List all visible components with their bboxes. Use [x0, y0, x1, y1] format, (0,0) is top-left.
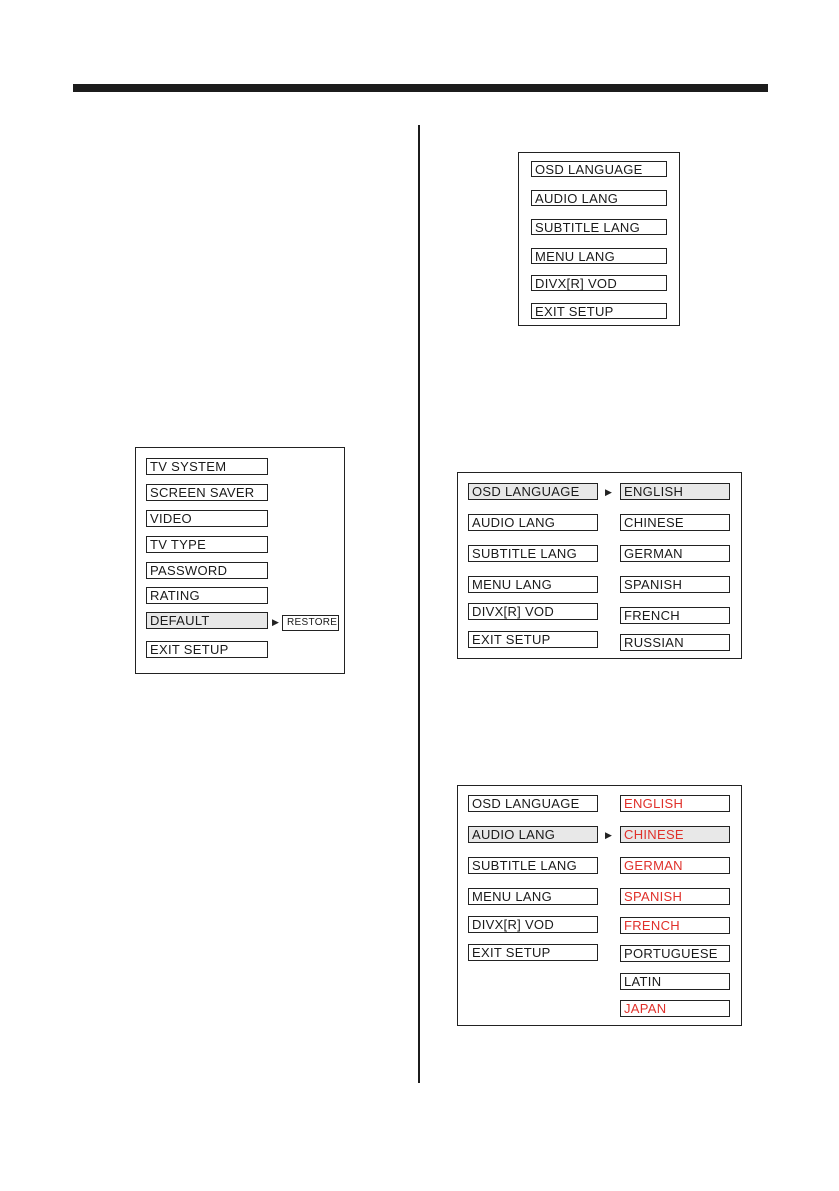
menu-item-osd-language[interactable]: OSD LANGUAGE [468, 795, 598, 812]
menu-item-exit-setup[interactable]: EXIT SETUP [531, 303, 667, 319]
menu-item-tv-type[interactable]: TV TYPE [146, 536, 268, 553]
option-portuguese[interactable]: PORTUGUESE [620, 945, 730, 962]
option-russian[interactable]: RUSSIAN [620, 634, 730, 651]
system-setup-menu [135, 447, 345, 674]
menu-item-tv-system[interactable]: TV SYSTEM [146, 458, 268, 475]
option-french[interactable]: FRENCH [620, 917, 730, 934]
menu-item-divx-vod[interactable]: DIVX[R] VOD [531, 275, 667, 291]
menu-item-subtitle-lang[interactable]: SUBTITLE LANG [531, 219, 667, 235]
option-latin[interactable]: LATIN [620, 973, 730, 990]
header-rule [73, 84, 768, 92]
restore-option[interactable]: RESTORE [282, 615, 339, 631]
option-chinese[interactable]: CHINESE [620, 826, 730, 843]
menu-item-subtitle-lang[interactable]: SUBTITLE LANG [468, 545, 598, 562]
menu-item-audio-lang[interactable]: AUDIO LANG [468, 514, 598, 531]
menu-item-rating[interactable]: RATING [146, 587, 268, 604]
arrow-right-icon: ▶ [605, 487, 612, 497]
audio-language-menu [457, 785, 742, 1026]
menu-item-divx-vod[interactable]: DIVX[R] VOD [468, 916, 598, 933]
menu-item-divx-vod[interactable]: DIVX[R] VOD [468, 603, 598, 620]
menu-item-subtitle-lang[interactable]: SUBTITLE LANG [468, 857, 598, 874]
arrow-right-icon: ▶ [272, 617, 279, 627]
menu-item-menu-lang[interactable]: MENU LANG [468, 888, 598, 905]
menu-item-exit-setup[interactable]: EXIT SETUP [146, 641, 268, 658]
option-chinese[interactable]: CHINESE [620, 514, 730, 531]
menu-item-osd-language[interactable]: OSD LANGUAGE [531, 161, 667, 177]
menu-item-password[interactable]: PASSWORD [146, 562, 268, 579]
option-german[interactable]: GERMAN [620, 857, 730, 874]
option-spanish[interactable]: SPANISH [620, 576, 730, 593]
option-english[interactable]: ENGLISH [620, 483, 730, 500]
menu-item-menu-lang[interactable]: MENU LANG [468, 576, 598, 593]
menu-item-menu-lang[interactable]: MENU LANG [531, 248, 667, 264]
option-japan[interactable]: JAPAN [620, 1000, 730, 1017]
column-divider [418, 125, 420, 1083]
menu-item-default[interactable]: DEFAULT [146, 612, 268, 629]
option-german[interactable]: GERMAN [620, 545, 730, 562]
menu-item-audio-lang[interactable]: AUDIO LANG [531, 190, 667, 206]
menu-item-audio-lang[interactable]: AUDIO LANG [468, 826, 598, 843]
menu-item-exit-setup[interactable]: EXIT SETUP [468, 631, 598, 648]
language-setup-menu [518, 152, 680, 326]
arrow-right-icon: ▶ [605, 830, 612, 840]
menu-item-osd-language[interactable]: OSD LANGUAGE [468, 483, 598, 500]
menu-item-screen-saver[interactable]: SCREEN SAVER [146, 484, 268, 501]
menu-item-video[interactable]: VIDEO [146, 510, 268, 527]
option-french[interactable]: FRENCH [620, 607, 730, 624]
option-english[interactable]: ENGLISH [620, 795, 730, 812]
menu-item-exit-setup[interactable]: EXIT SETUP [468, 944, 598, 961]
option-spanish[interactable]: SPANISH [620, 888, 730, 905]
osd-language-menu [457, 472, 742, 659]
